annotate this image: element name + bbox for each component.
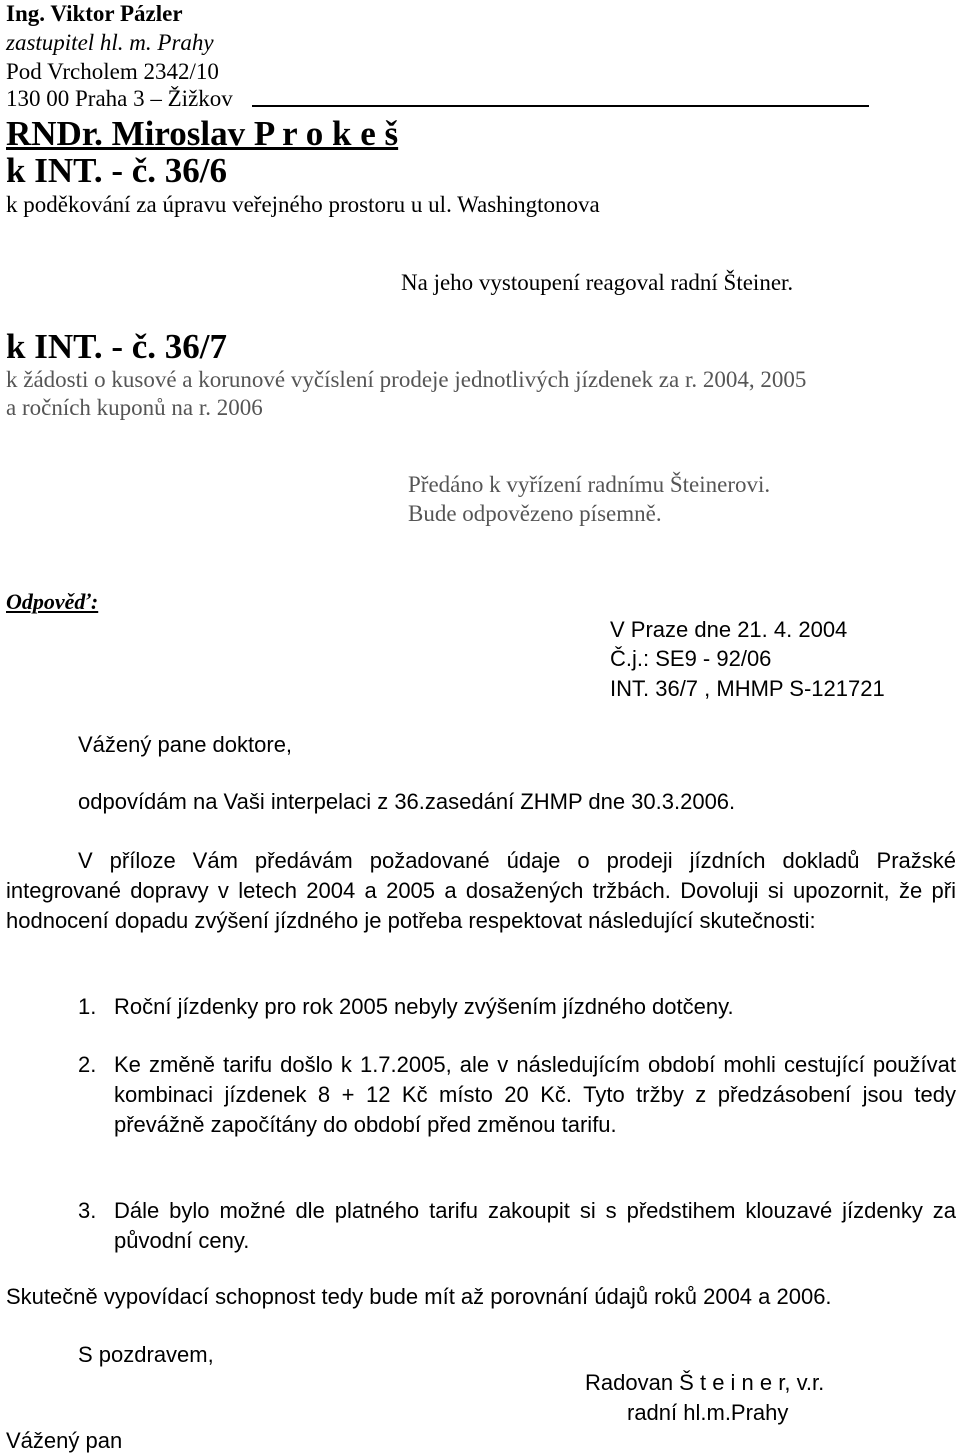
interpellation-note: Bude odpovězeno písemně.	[408, 501, 662, 526]
author-role: zastupitel hl. m. Prahy	[6, 30, 214, 55]
author-name: Ing. Viktor Pázler	[6, 1, 183, 26]
letter-date: V Praze dne 21. 4. 2004	[610, 617, 848, 642]
address-city: 130 00 Praha 3 – Žižkov	[6, 86, 233, 111]
interpellation-note: Předáno k vyřízení radnímu Šteinerovi.	[408, 472, 771, 497]
interpellation-subject: k poděkování za úpravu veřejného prostoru u ul. Washingtonova	[6, 192, 600, 217]
list-item-number: 2.	[78, 1052, 97, 1077]
interpellation-note: Na jeho vystoupení reagoval radní Šteiner.	[401, 270, 794, 295]
reference-number: Č.j.: SE9 - 92/06	[610, 646, 772, 671]
list-item-text: Dále bylo možné dle platného tarifu zakoupit si s předstihem klouzavé jízdenky za původní ceny.	[114, 1198, 956, 1253]
list-item	[78, 1050, 956, 1170]
reply-conclusion: Skutečně vypovídací schopnost tedy bude mít až porovnání údajů roků 2004 a 2006.	[6, 1284, 832, 1309]
list-item-text: Ke změně tarifu došlo k 1.7.2005, ale v následujícím období mohli cestující používat kombinaci jízdenek 8 + 12 Kč místo 20 Kč. Tyto tržby z předzásobení jsou tedy převážně započítány do období před změnou tarifu.	[114, 1052, 956, 1137]
address-street: Pod Vrcholem 2342/10	[6, 59, 219, 84]
reply-paragraph: V příloze Vám předávám požadované údaje o prodeji jízdních dokladů Pražské integrované dopravy v letech 2004 a 2005 a dosažených tržbách. Dovoluji si upozornit, že při hodnocení dopadu zvýšení jízdného je potřeba respektovat následující skutečnosti:	[6, 848, 956, 933]
closing: S pozdravem,	[78, 1342, 214, 1367]
interpellation-subject-line: a ročních kuponů na r. 2006	[6, 395, 263, 420]
list-item	[78, 992, 956, 1022]
interpellation-number: k INT. - č. 36/6	[6, 151, 228, 190]
reply-intro: odpovídám na Vaši interpelaci z 36.zasedání ZHMP dne 30.3.2006.	[78, 789, 736, 814]
list-item-number: 1.	[78, 994, 97, 1019]
interpellation-subject-line: k žádosti o kusové a korunové vyčíslení prodeje jednotlivých jízdenek za r. 2004, 2005	[6, 367, 807, 392]
list-item-number: 3.	[78, 1198, 97, 1223]
interpellation-number: k INT. - č. 36/7	[6, 327, 228, 366]
reply-heading: Odpověď:	[6, 589, 99, 614]
interpellation-reference: INT. 36/7 , MHMP S-121721	[610, 676, 885, 701]
signer-role: radní hl.m.Prahy	[627, 1400, 789, 1425]
next-salutation: Vážený pan	[6, 1428, 123, 1453]
signer-name: Radovan Š t e i n e r, v.r.	[585, 1370, 825, 1395]
list-item	[78, 1196, 956, 1256]
interpellant-name: RNDr. Miroslav P r o k e š	[6, 114, 399, 153]
address-underline	[252, 105, 869, 107]
salutation: Vážený pane doktore,	[78, 732, 293, 757]
list-item-text: Roční jízdenky pro rok 2005 nebyly zvýšením jízdného dotčeny.	[114, 994, 734, 1019]
